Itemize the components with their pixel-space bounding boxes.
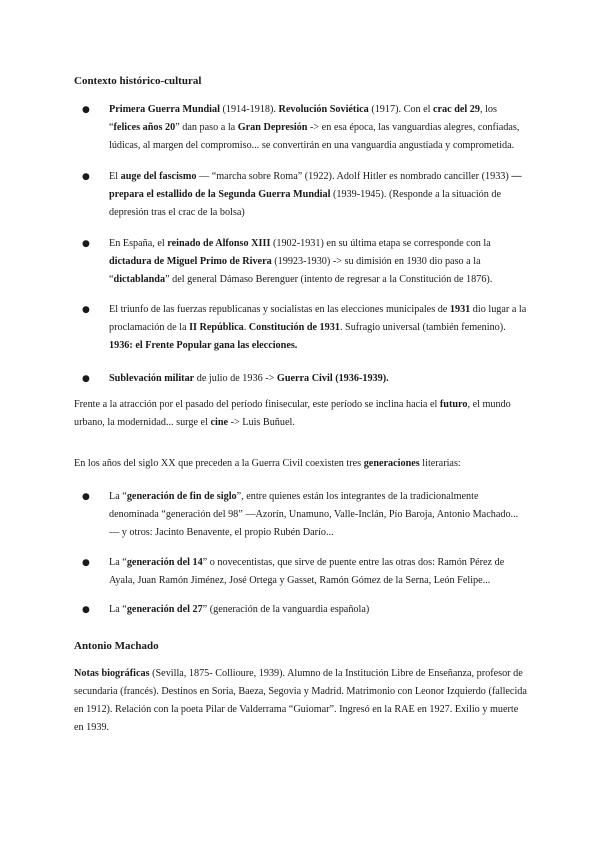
text-run: (1917). Con el — [368, 104, 433, 115]
bullet-icon: ● — [82, 558, 90, 568]
text-run: (1939-1945). (Responde a la situación de depresión tras el crac de la bolsa) — [109, 189, 502, 218]
bold-text-run: — prepara el estallido de la Segunda Guerra Mundial — [109, 171, 522, 200]
text-run: (1914-1918). — [219, 104, 279, 115]
bold-text-run: Guerra Civil (1936-1939). — [276, 373, 389, 384]
bold-text-run: Gran Depresión — [237, 122, 308, 133]
text-run: . Sufragio universal (también femenino). — [339, 322, 506, 333]
text-run: dio lugar a la proclamación de la — [109, 304, 527, 333]
text-run: (1902-1931) en su última etapa se corresponde con la — [270, 238, 491, 249]
text-run: (Sevilla, 1875- Collioure, 1939). Alumno de la Institución Libre de Enseñanza, profesor de secundaria (francés). Destinos en Soria, Baeza, Segovia y Madrid. Matrimonio con Leonor Izquierdo (fallecida en 1912). Relación con la poeta Pilar de Valderrama “Guiomar”. Ingresó en la RAE en 1927. Exilio y muerte en 1939. — [74, 668, 527, 733]
text-run: ” (generación de la vanguardia española) — [202, 604, 370, 615]
section-heading-machado: Antonio Machado — [74, 640, 159, 652]
bold-text-run: Sublevación militar — [109, 373, 195, 384]
bullet-icon: ● — [82, 172, 90, 182]
bullet-text — [109, 601, 529, 619]
section-heading-context: Contexto histórico-cultural — [74, 75, 202, 87]
bold-text-run: 1931 — [449, 304, 471, 315]
text-run: El — [109, 171, 121, 182]
bold-text-run: auge del fascismo — [120, 171, 197, 182]
bold-text-run: crac del 29 — [433, 104, 480, 115]
bullet-icon: ● — [82, 105, 90, 115]
text-run: de julio de 1936 -> — [194, 373, 277, 384]
bold-text-run: felices años 20 — [113, 122, 176, 133]
bold-text-run: cine — [210, 417, 229, 428]
bold-text-run: Constitución de 1931 — [248, 322, 340, 333]
bold-text-run: Notas biográficas — [74, 668, 150, 679]
text-run: -> en esa época, las vanguardias alegres, confiadas, lúdicas, al margen del compromiso... se convertirán en una vanguardia angustiada y comprometida. — [109, 122, 520, 151]
bold-text-run: futuro — [439, 399, 468, 410]
bullet-text — [109, 101, 529, 155]
text-run: La “ — [109, 604, 127, 615]
bullet-icon: ● — [82, 239, 90, 249]
bold-text-run: 1936: el Frente Popular gana las elecciones. — [109, 340, 298, 351]
text-run: ” o novecentistas, que sirve de puente entre las otras dos: Ramón Pérez de Ayala, Juan Ramón Jiménez, José Ortega y Gasset, Ramón Gómez de la Serna, León Felipe... — [109, 557, 505, 586]
text-run: La “ — [109, 557, 127, 568]
paragraph-generations-intro — [74, 455, 529, 473]
bullet-text — [109, 488, 529, 542]
text-run: En España, el — [109, 238, 168, 249]
text-run: — “marcha sobre Roma” (1922). Adolf Hitler es nombrado canciller (1933) — [196, 171, 512, 182]
bold-text-run: II República — [189, 322, 244, 333]
bullet-icon: ● — [82, 605, 90, 615]
bullet-text — [109, 235, 529, 289]
bullet-icon: ● — [82, 492, 90, 502]
bold-text-run: generación de fin de siglo — [126, 491, 237, 502]
bullet-icon: ● — [82, 374, 90, 384]
text-run: El triunfo de las fuerzas republicanas y socialistas en las elecciones municipales de — [109, 304, 450, 315]
text-run: ” dan paso a la — [175, 122, 238, 133]
text-run: literarias: — [419, 458, 461, 469]
bullet-text — [109, 370, 529, 388]
bold-text-run: dictadura de Miguel Primo de Rivera — [109, 256, 272, 267]
bold-text-run: Primera Guerra Mundial — [109, 104, 220, 115]
bold-text-run: dictablanda — [113, 274, 166, 285]
bullet-text — [109, 168, 529, 222]
bold-text-run: Revolución Soviética — [278, 104, 369, 115]
text-run: ” del general Dámaso Berenguer (intento de regresar a la Constitución de 1876). — [165, 274, 493, 285]
bold-text-run: generación del 27 — [126, 604, 203, 615]
bullet-text — [109, 301, 529, 355]
bold-text-run: reinado de Alfonso XIII — [167, 238, 271, 249]
paragraph-machado-bio — [74, 665, 529, 737]
bold-text-run: generación del 14 — [126, 557, 203, 568]
bullet-text — [109, 554, 529, 590]
text-run: ”, entre quienes están los integrantes de la tradicionalmente denominada “generación del 98” —Azorín, Unamuno, Valle-Inclán, Pío Baroja, Antonio Machado... — y otros: Jacinto Benavente, el propio Rubén Darío... — [109, 491, 519, 538]
text-run: En los años del siglo XX que preceden a la Guerra Civil coexisten tres — [74, 458, 364, 469]
bold-text-run: generaciones — [363, 458, 420, 469]
text-run: La “ — [109, 491, 127, 502]
text-run: . — [243, 322, 249, 333]
paragraph-future — [74, 396, 529, 432]
text-run: Frente a la atracción por el pasado del período finisecular, este período se inclina hacia el — [74, 399, 440, 410]
text-run: , los “ — [109, 104, 497, 133]
text-run: -> Luis Buñuel. — [228, 417, 295, 428]
text-run: , el mundo urbano, la modernidad... surge el — [74, 399, 511, 428]
bullet-icon: ● — [82, 305, 90, 315]
text-run: (19923-1930) -> su dimisión en 1930 dio paso a la “ — [109, 256, 481, 285]
